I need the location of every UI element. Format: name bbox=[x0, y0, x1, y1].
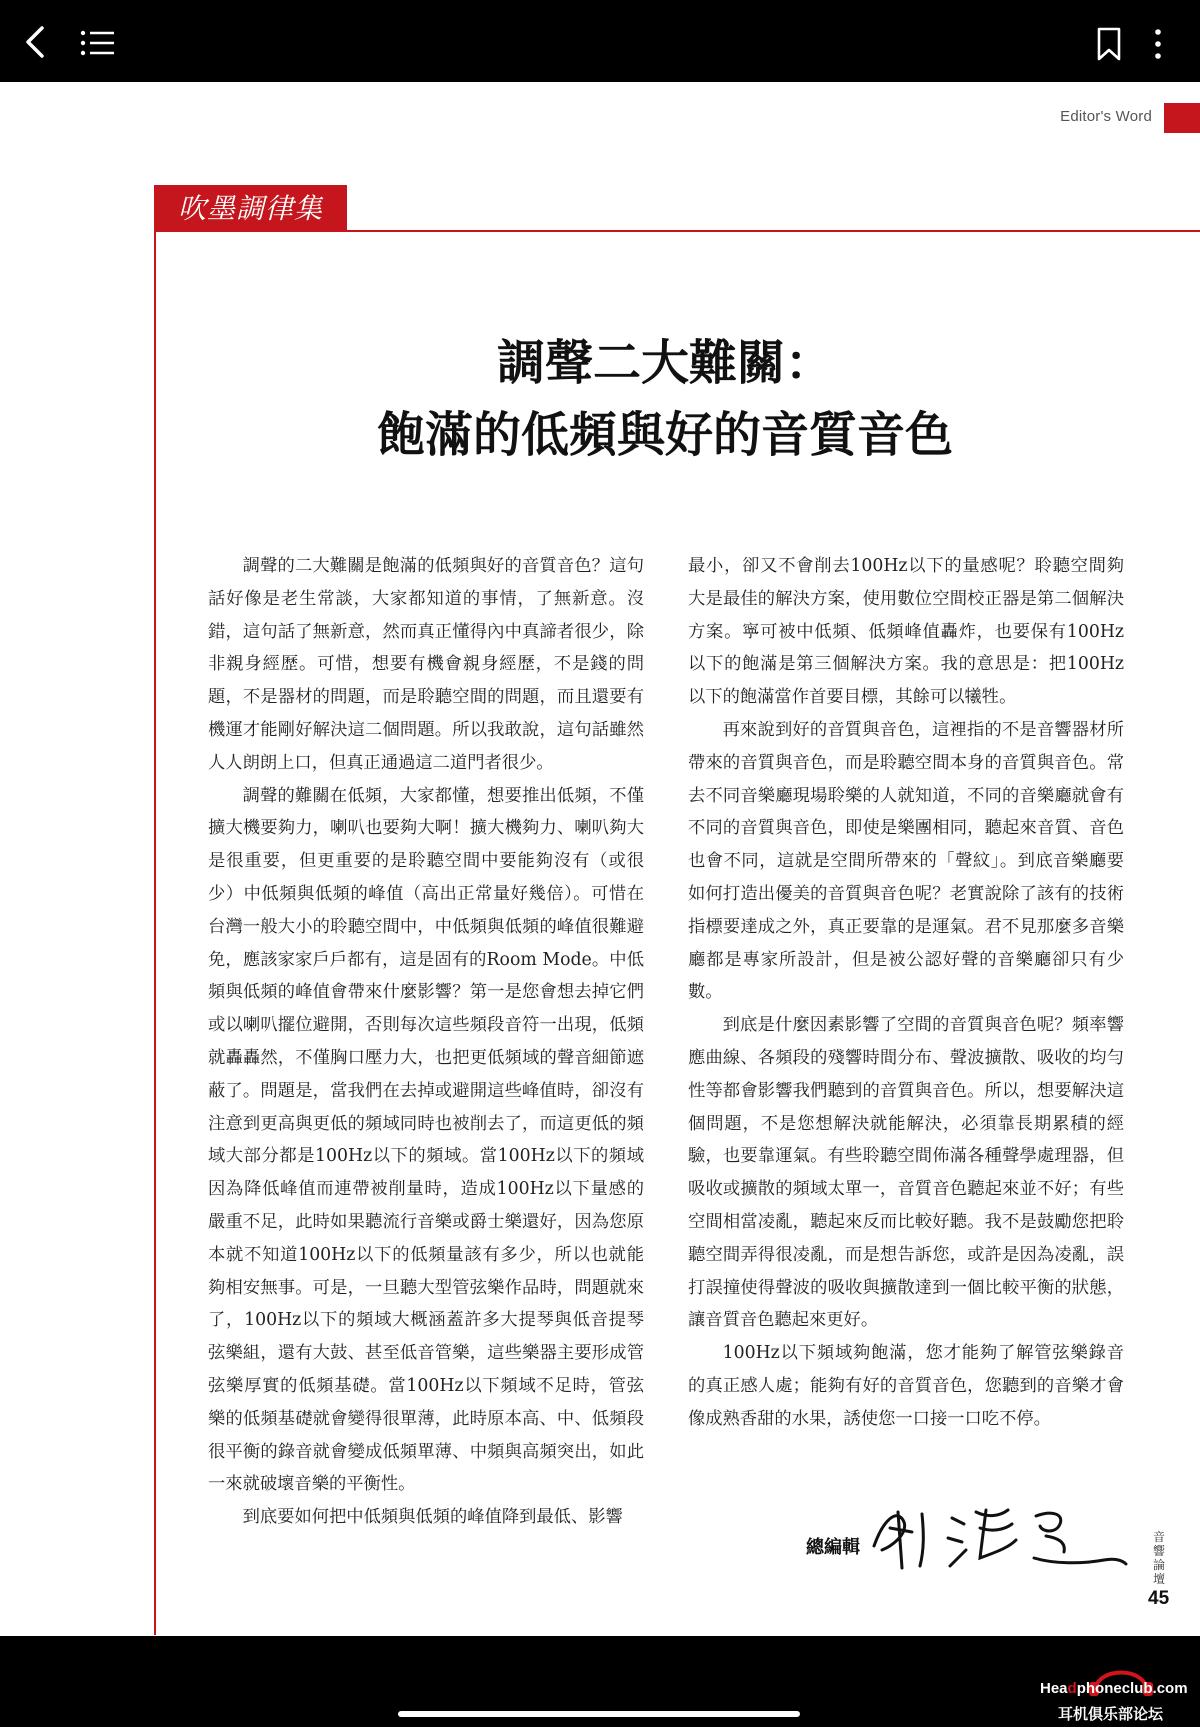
watermark-brand-rest: phoneclub.com bbox=[1076, 1680, 1188, 1697]
body-paragraph: 到底是什麼因素影響了空間的音質與音色呢？頻率響應曲線、各頻段的殘響時間分布、聲波擴散、吸收的均勻性等都會影響我們聽到的音質與音色。所以，想要解決這個問題，不是您想解決就能解決，必須靠長期累積的經驗，也要靠運氣。有些聆聽空間佈滿各種聲學處理器，但吸收或擴散的頻域太單一，音質音色聽起來並不好；有些空間相當凌亂，聽起來反而比較好聽。我不是鼓勵您把聆聽空間弄得很凌亂，而是想告訴您，或許是因為凌亂，誤打誤撞使得聲波的吸收與擴散達到一個比較平衡的狀態，讓音質音色聽起來更好。 bbox=[688, 1015, 1124, 1331]
vertical-ellipsis-icon[interactable] bbox=[1150, 27, 1166, 61]
publication-name: 音響論壇 bbox=[1152, 1530, 1165, 1586]
page-number: 45 bbox=[1148, 1588, 1170, 1609]
top-toolbar bbox=[0, 0, 1200, 82]
list-icon[interactable] bbox=[80, 30, 116, 56]
body-paragraph: 調聲的難關在低頻，大家都懂，想要推出低頻，不僅擴大機要夠力，喇叭也要夠大啊！擴大機夠力、喇叭夠大是很重要，但更重要的是聆聽空間中要能夠沒有（或很少）中低頻與低頻的峰值（高出正常量好幾倍）。可惜在台灣一般大小的聆聽空間中，中低頻與低頻的峰值很難避免，應該家家戶戶都有，這是固有的Room Mode。中低頻與低頻的峰值會帶來什麼影響？第一是您會想去掉它們或以喇叭擺位避開，否則每次這些頻段音符一出現，低頻就轟轟然，不僅胸口壓力大，也把更低頻域的聲音細節遮蔽了。問題是，當我們在去掉或避開這些峰值時，卻沒有注意到更高與更低的頻域同時也被削去了，而這更低的頻域大部分都是100Hz以下的頻域。當100Hz以下的頻域因為降低峰值而連帶被削量時，造成100Hz以下量感的嚴重不足，此時如果聽流行音樂或爵士樂還好，因為您原本就不知道100Hz以下的低頻量該有多少，所以也就能夠相安無事。可是，一旦聽大型管弦樂作品時，問題就來了，100Hz以下的頻域大概涵蓋許多大提琴與低音提琴弦樂組，還有大鼓、甚至低音管樂，這些樂器主要形成管弦樂厚實的低頻基礎。當100Hz以下頻域不足時，管弦樂的低頻基礎就會變得很單薄，此時原本高、中、低頻段很平衡的錄音就會變成低頻單薄、中頻與高頻突出，如此一來就破壞音樂的平衡性。 bbox=[208, 785, 644, 1495]
chevron-left-icon[interactable] bbox=[20, 24, 50, 60]
article-body-left-column bbox=[208, 550, 644, 1534]
watermark-chinese: 耳机俱乐部论坛 bbox=[1058, 1705, 1164, 1723]
watermark-brand bbox=[1040, 1680, 1188, 1697]
section-label: Editor's Word bbox=[1060, 108, 1152, 125]
home-indicator[interactable] bbox=[398, 1711, 800, 1717]
body-paragraph-continued: 最小，卻又不會削去100Hz以下的量感呢？聆聽空間夠大是最佳的解決方案，使用數位空間校正器是第二個解決方案。寧可被中低頻、低頻峰值轟炸，也要保有100Hz以下的飽滿是第三個解決方案。我的意思是：把100Hz以下的飽滿當作首要目標，其餘可以犧牲。 bbox=[688, 556, 1124, 708]
body-paragraph: 到底要如何把中低頻與低頻的峰值降到最低、影響 bbox=[242, 1507, 623, 1528]
article-title-line-2: 飽滿的低頻與好的音質音色 bbox=[376, 407, 953, 463]
signature-title: 總編輯 bbox=[806, 1537, 860, 1558]
body-paragraph: 100Hz以下頻域夠飽滿，您才能夠了解管弦樂錄音的真正感人處；能夠有好的音質音色，您聽到的音樂才會像成熟香甜的水果，誘使您一口接一口吃不停。 bbox=[688, 1343, 1124, 1429]
article-body-right-column bbox=[688, 550, 1124, 1436]
section-tab-marker bbox=[1164, 103, 1200, 133]
article-title-line-1: 調聲二大難關： bbox=[496, 335, 833, 391]
column-name-badge: 吹墨調律集 bbox=[154, 185, 347, 232]
body-paragraph: 調聲的二大難關是飽滿的低頻與好的音質音色？這句話好像是老生常談，大家都知道的事情，了無新意。沒錯，這句話了無新意，然而真正懂得內中真諦者很少，除非親身經歷。可惜，想要有機會親身經歷，不是錢的問題，不是器材的問題，而是聆聽空間的問題，而且還要有機運才能剛好解決這二個問題。所以我敢說，這句話雖然人人朗朗上口，但真正通過這二道門者很少。 bbox=[208, 556, 644, 773]
article-title bbox=[300, 332, 1030, 466]
handwritten-signature bbox=[868, 1488, 1128, 1578]
frame-left-rule bbox=[154, 185, 156, 1635]
watermark-brand-accent: d bbox=[1067, 1680, 1077, 1697]
bookmark-icon[interactable] bbox=[1096, 27, 1122, 61]
watermark-brand-prefix: Hea bbox=[1040, 1680, 1068, 1697]
body-paragraph: 再來說到好的音質與音色，這裡指的不是音響器材所帶來的音質與音色，而是聆聽空間本身的音質與音色。常去不同音樂廳現場聆樂的人就知道，不同的音樂廳就會有不同的音質與音色，即使是樂團相同，聽起來音質、音色也會不同，這就是空間所帶來的「聲紋」。到底音樂廳要如何打造出優美的音質與音色呢？老實說除了該有的技術指標要達成之外，真正要靠的是運氣。君不見那麼多音樂廳都是專家所設計，但是被公認好聲的音樂廳卻只有少數。 bbox=[688, 719, 1124, 1003]
